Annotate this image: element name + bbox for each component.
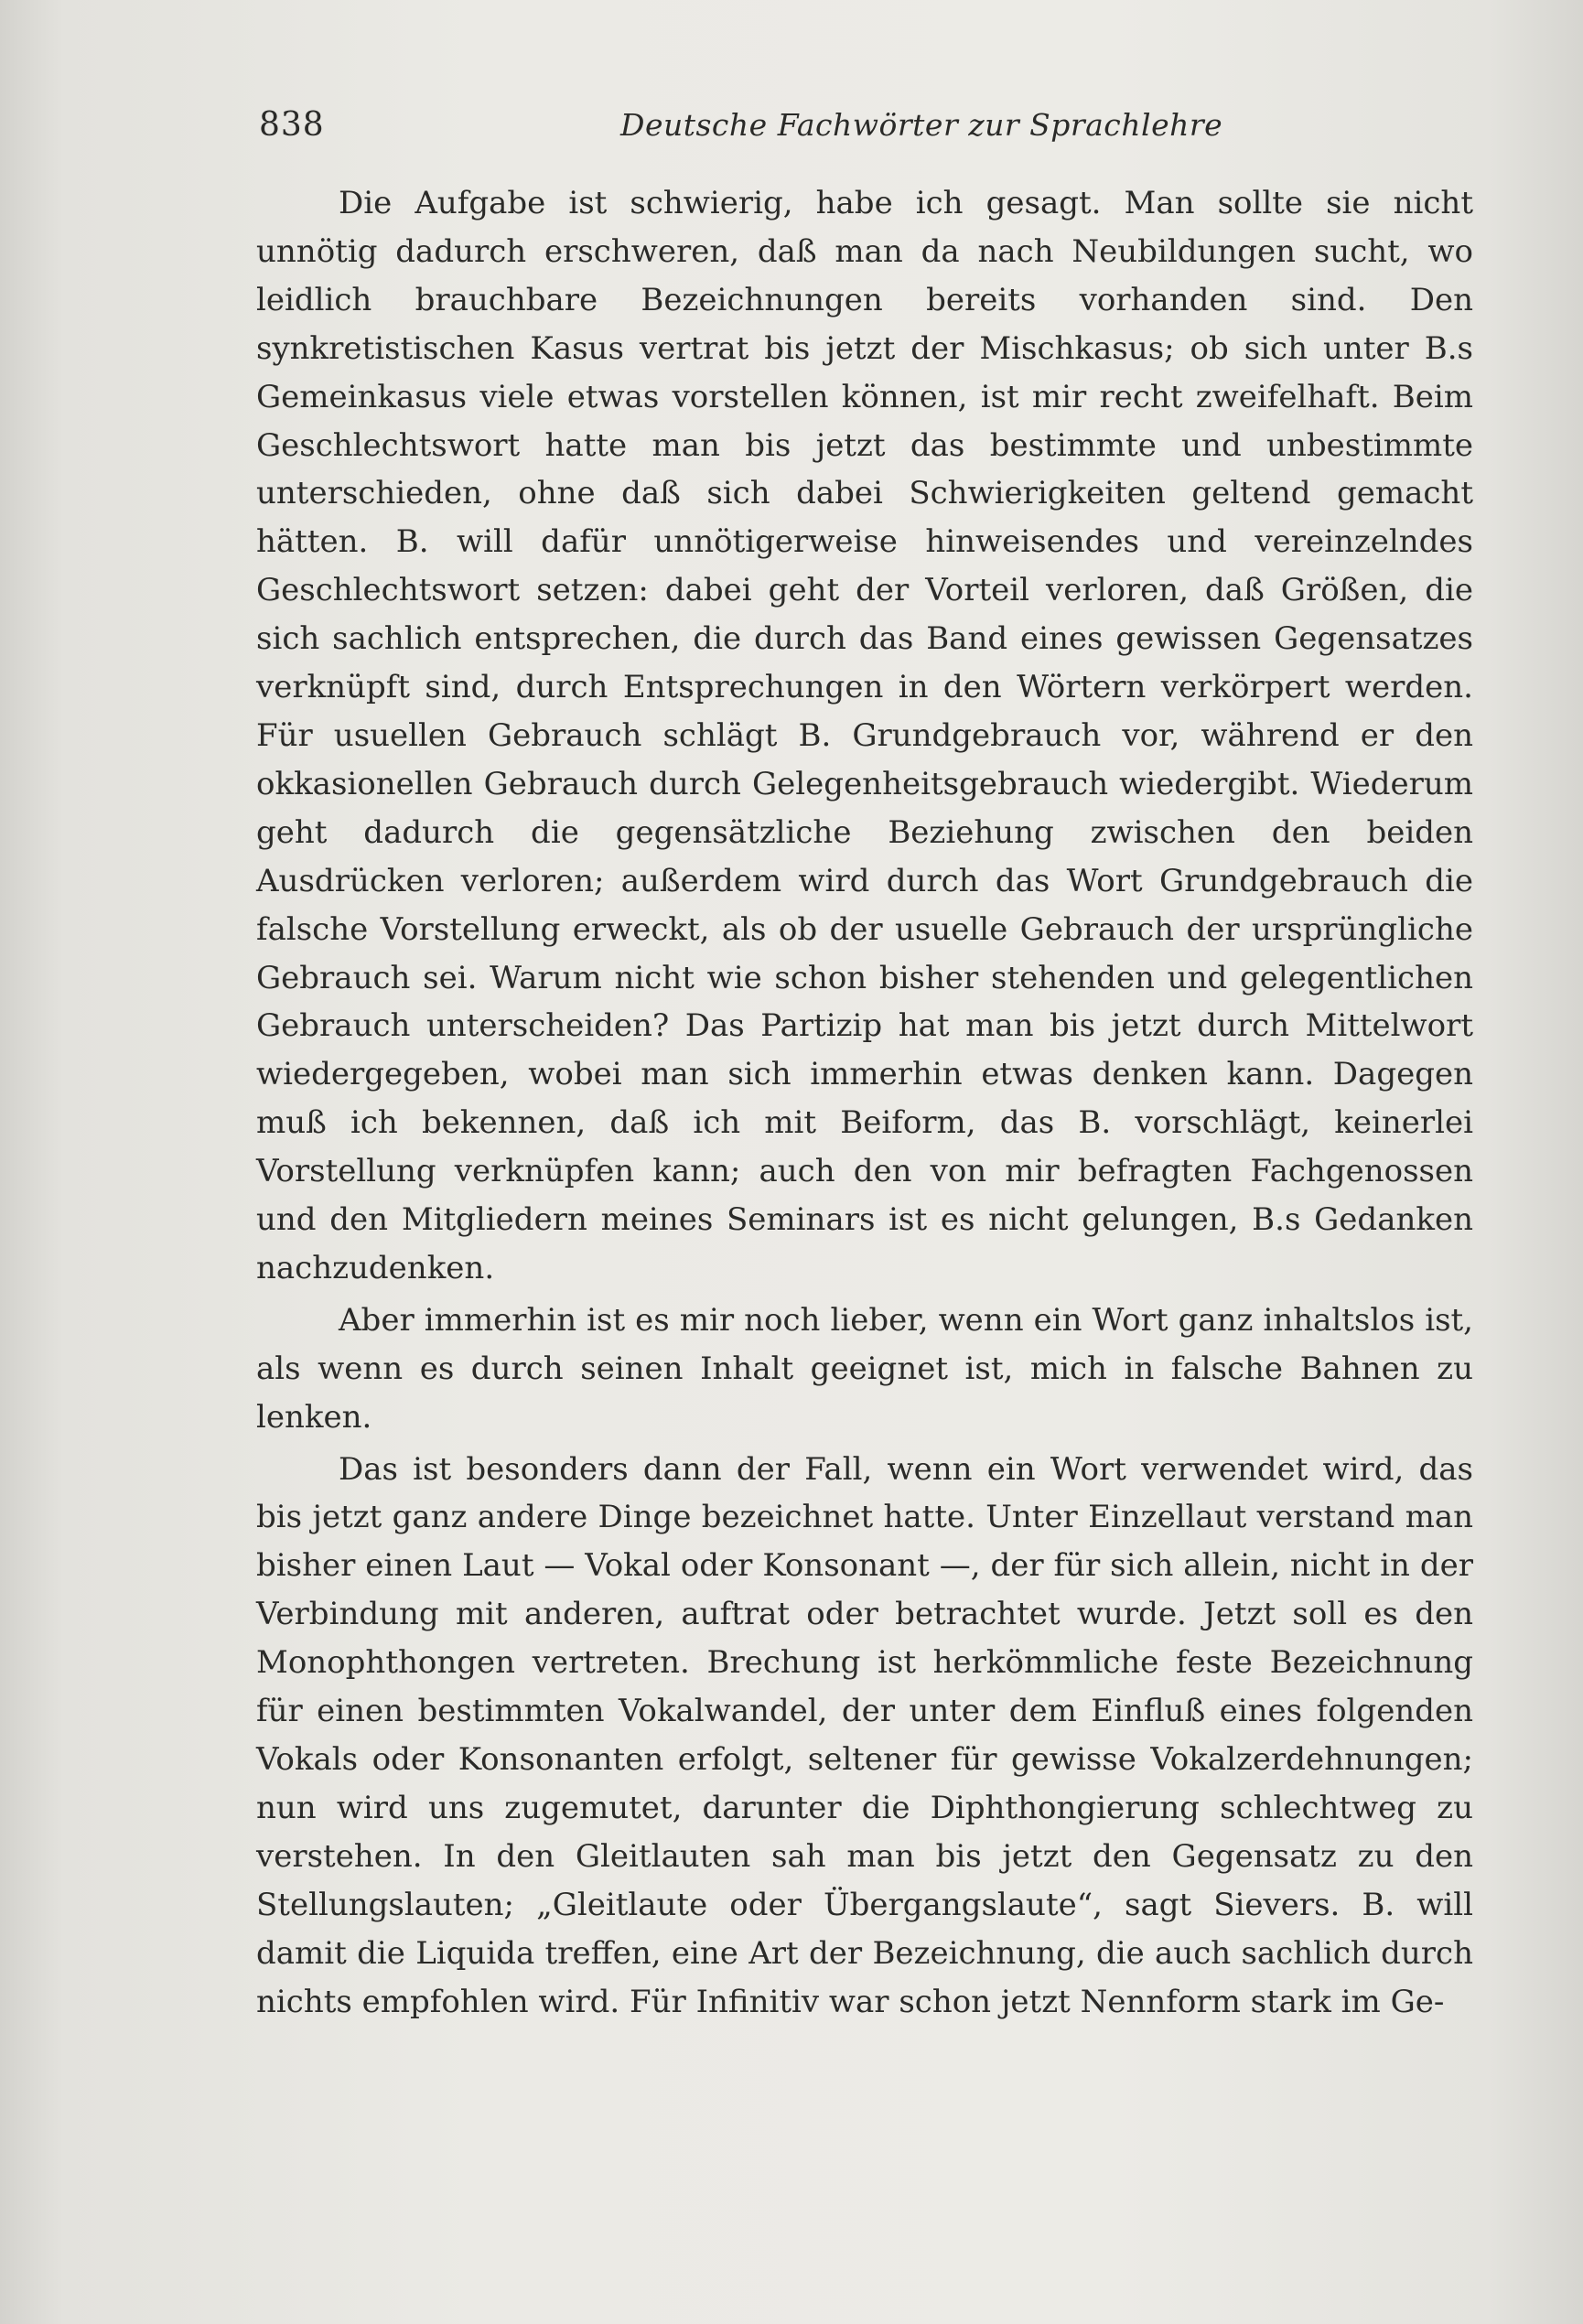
body-text [256,179,1473,2026]
paragraph-3: Das ist besonders dann der Fall, wenn ein Wort verwendet wird, das bis jetzt ganz andere Dinge bezeichnet hatte. Unter Einzellaut verstand man bisher einen Laut — Vokal oder Konsonant —, der für sich allein, nicht in der Verbindung mit anderen, auftrat oder betrachtet wurde. Jetzt soll es den Monophthongen vertreten. Brechung ist herkömmliche feste Bezeichnung für einen bestimmten Vokalwandel, der unter dem Einfluß eines folgenden Vokals oder Konsonanten erfolgt, seltener für gewisse Vokalzerdehnungen; nun wird uns zugemutet, darunter die Diphthongierung schlechtweg zu verstehen. In den Gleitlauten sah man bis jetzt den Gegensatz zu den Stellungslauten; „Gleitlaute oder Übergangslaute“, sagt Sievers. B. will damit die Liquida treffen, eine Art der Bezeichnung, die auch sachlich durch nichts empfohlen wird. Für Infinitiv war schon jetzt Nennform stark im Ge- [256,1450,1473,2020]
page-number: 838 [259,106,325,144]
running-title: Deutsche Fachwörter zur Sprachlehre [620,107,1223,143]
paragraph-2: Aber immerhin ist es mir noch lieber, wenn ein Wort ganz inhaltslos ist, als wenn es durch seinen Inhalt geeignet ist, mich in falsche Bahnen zu lenken. [256,1301,1473,1436]
paragraph-1: Die Aufgabe ist schwierig, habe ich gesagt. Man sollte sie nicht unnötig dadurch erschweren, daß man da nach Neubildungen sucht, wo leidlich brauchbare Bezeichnungen bereits vorhanden sind. Den synkretistischen Kasus vertrat bis jetzt der Mischkasus; ob sich unter B.s Gemeinkasus viele etwas vorstellen können, ist mir recht zweifelhaft. Beim Geschlechtswort hatte man bis jetzt das bestimmte und unbestimmte unterschieden, ohne daß sich dabei Schwierigkeiten geltend gemacht hätten. B. will dafür unnötigerweise hinweisendes und vereinzelndes Geschlechtswort setzen: dabei geht der Vorteil verloren, daß Größen, die sich sachlich entsprechen, die durch das Band eines gewissen Gegensatzes verknüpft sind, durch Entsprechungen in den Wörtern verkörpert werden. Für usuellen Gebrauch schlägt B. Grundgebrauch vor, während er den okkasionellen Gebrauch durch Gelegenheitsgebrauch wiedergibt. Wiederum geht dadurch die gegensätzliche Beziehung zwischen den beiden Ausdrücken verloren; außerdem wird durch das Wort Grundgebrauch die falsche Vorstellung erweckt, als ob der usuelle Gebrauch der ursprüngliche Gebrauch sei. Warum nicht wie schon bisher stehenden und gelegentlichen Gebrauch unterscheiden? Das Partizip hat man bis jetzt durch Mittelwort wiedergegeben, wobei man sich immerhin etwas denken kann. Dagegen muß ich bekennen, daß ich mit Beiform, das B. vorschlägt, keinerlei Vorstellung verknüpfen kann; auch den von mir befragten Fachgenossen und den Mitgliedern meines Seminars ist es nicht gelungen, B.s Gedanken nachzudenken. [256,185,1473,1286]
page-header [259,102,1481,148]
